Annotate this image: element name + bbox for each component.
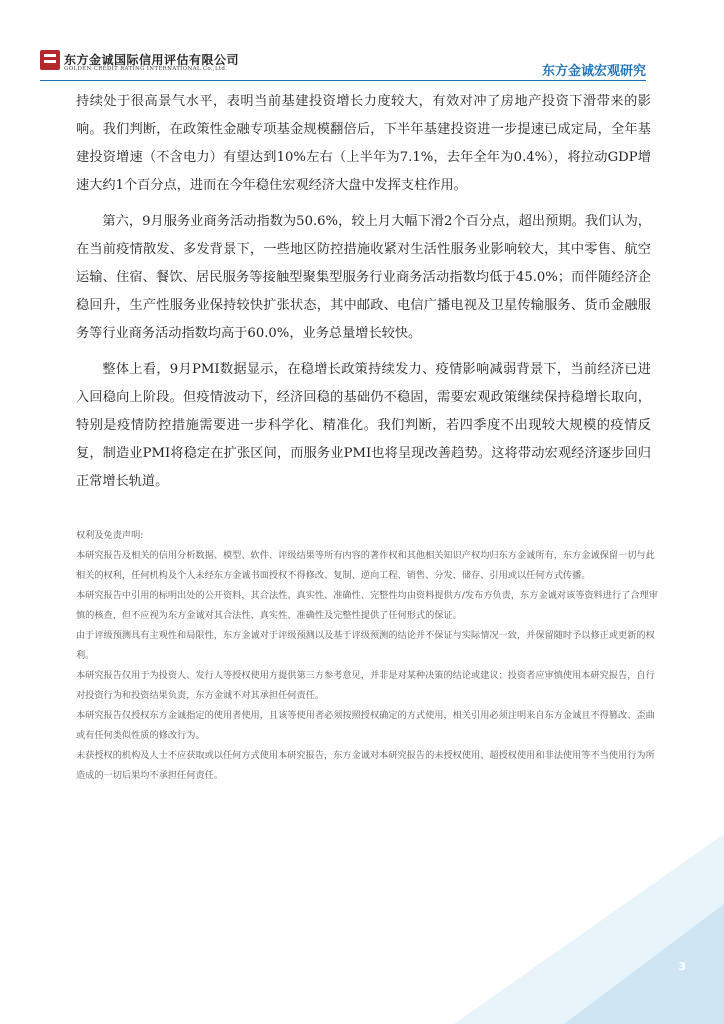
disclaimer-section bbox=[76, 526, 658, 786]
corner-decoration bbox=[454, 834, 724, 1024]
disclaimer-paragraph: 未获授权的机构及人士不应获取或以任何方式使用本研究报告，东方金诚对本研究报告的未授权使用、超授权使用和非法使用等不当使用行为所造成的一切后果均不承担任何责任。 bbox=[76, 750, 655, 781]
report-body bbox=[76, 88, 651, 496]
company-logo-icon bbox=[40, 50, 60, 70]
disclaimer-paragraph: 本研究报告及相关的信用分析数据、模型、软件、评级结果等所有内容的著作权和其他相关知识产权均归东方金诚所有，东方金诚保留一切与此相关的权利，任何机构及个人未经东方金诚书面授权不得修改、复制、逆向工程、销售、分发、储存、引用或以任何方式传播。 bbox=[76, 550, 655, 581]
company-name-cn: 东方金诚国际信用评估有限公司 bbox=[64, 53, 240, 67]
company-name-en: GOLDEN CREDIT RATING INTERNATIONAL Co.,Ltd. bbox=[64, 66, 228, 72]
disclaimer-paragraph: 本研究报告中引用的标明出处的公开资料，其合法性、真实性、准确性、完整性均由资料提供方/发布方负责，东方金诚对该等资料进行了合理审慎的核查，但不应视为东方金诚对其合法性、真实性、准确性及完整性提供了任何形式的保证。 bbox=[76, 590, 658, 621]
disclaimer-title: 权利及免责声明: bbox=[76, 530, 144, 541]
body-paragraph: 持续处于很高景气水平，表明当前基建投资增长力度较大，有效对冲了房地产投资下滑带来的影响。我们判断，在政策性金融专项基金规模翻倍后，下半年基建投资进一步提速已成定局，全年基建投资增速（不含电力）有望达到10%左右（上半年为7.1%，去年全年为0.4%），将拉动GDP增速大约1个百分点，进而在今年稳住宏观经济大盘中发挥支柱作用。 bbox=[76, 94, 651, 193]
disclaimer-paragraph: 本研究报告仅授权东方金诚指定的使用者使用，且该等使用者必须按照授权确定的方式使用，相关引用必须注明来自东方金诚且不得篡改、歪曲或有任何类似性质的修改行为。 bbox=[76, 710, 655, 741]
section-title: 东方金诚宏观研究 bbox=[541, 64, 646, 79]
page-number: 3 bbox=[678, 960, 686, 973]
disclaimer-paragraph: 由于评级预测具有主观性和局限性，东方金诚对于评级预测以及基于评级预测的结论并不保证与实际情况一致，并保留随时予以修正或更新的权利。 bbox=[76, 630, 655, 661]
body-paragraph: 整体上看，9月PMI数据显示，在稳增长政策持续发力、疫情影响减弱背景下，当前经济已进入回稳向上阶段。但疫情波动下，经济回稳的基础仍不稳固，需要宏观政策继续保持稳增长取向，特别是疫情防控措施需要进一步科学化、精准化。我们判断，若四季度不出现较大规模的疫情反复，制造业PMI将稳定在扩张区间，而服务业PMI也将呈现改善趋势。这将带动宏观经济逐步回归正常增长轨道。 bbox=[76, 362, 651, 489]
disclaimer-paragraph: 本研究报告仅用于为投资人、发行人等授权使用方提供第三方参考意见，并非是对某种决策的结论或建议；投资者应审慎使用本研究报告，自行对投资行为和投资结果负责，东方金诚不对其承担任何责任。 bbox=[76, 670, 655, 701]
page-header bbox=[0, 0, 724, 80]
body-paragraph: 第六，9月服务业商务活动指数为50.6%，较上月大幅下滑2个百分点，超出预期。我们认为，在当前疫情散发、多发背景下，一些地区防控措施收紧对生活性服务业影响较大，其中零售、航空运输、住宿、餐饮、居民服务等接触型聚集型服务行业商务活动指数均低于45.0%；而伴随经济企稳回升，生产性服务业保持较快扩张状态，其中邮政、电信广播电视及卫星传输服务、货币金融服务等行业商务活动指数均高于60.0%，业务总量增长较快。 bbox=[76, 214, 651, 341]
header-divider bbox=[40, 80, 646, 81]
